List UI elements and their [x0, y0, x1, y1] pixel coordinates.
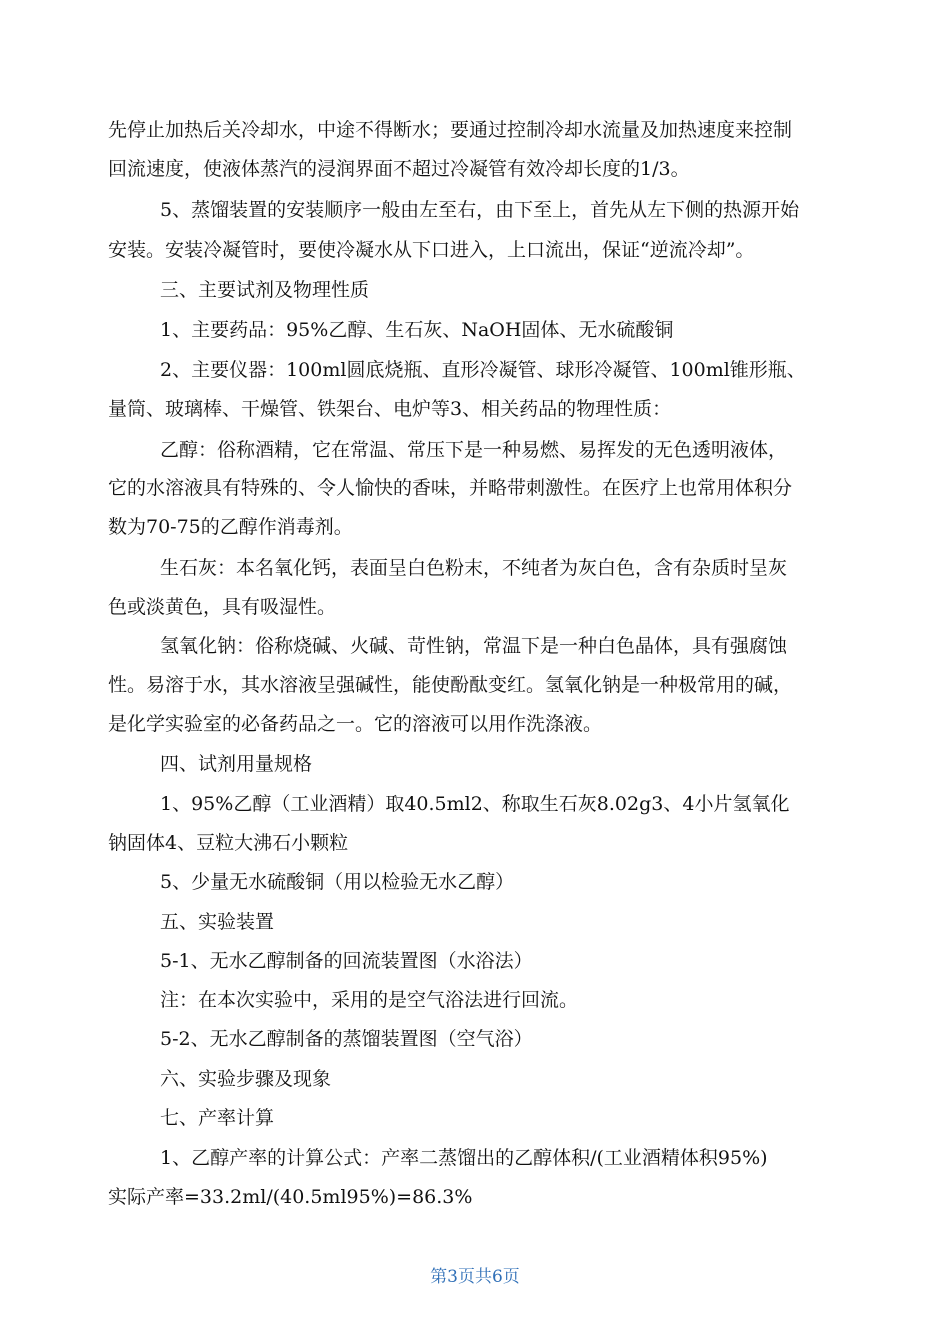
- text-line: 生石灰：本名氧化钙，表面呈白色粉末，不纯者为灰白色，含有杂质时呈灰: [160, 557, 788, 579]
- text-line: 实际产率=33.2ml/(40.5ml95%)=86.3%: [108, 1186, 473, 1208]
- section-heading: 七、产率计算: [160, 1107, 275, 1129]
- text-line: 乙醇：俗称酒精，它在常温、常压下是一种易燃、易挥发的无色透明液体，: [160, 439, 788, 461]
- text-line: 1、主要药品：95%乙醇、生石灰、NaOH固体、无水硫酸铜: [160, 319, 674, 341]
- text-line: 5-2、无水乙醇制备的蒸馏装置图（空气浴）: [160, 1028, 533, 1050]
- text-line: 氢氧化钠：俗称烧碱、火碱、苛性钠，常温下是一种白色晶体，具有强腐蚀: [160, 635, 788, 657]
- text-line: 量筒、玻璃棒、干燥管、铁架台、电炉等3、相关药品的物理性质：: [108, 398, 672, 420]
- section-heading: 六、实验步骤及现象: [160, 1068, 332, 1090]
- text-line: 1、95%乙醇（工业酒精）取40.5ml2、称取生石灰8.02g3、4小片氢氧化: [160, 793, 790, 815]
- text-line: 5、少量无水硫酸铜（用以检验无水乙醇）: [160, 871, 515, 893]
- text-line: 5、蒸馏装置的安装顺序一般由左至右，由下至上，首先从左下侧的热源开始: [160, 199, 800, 221]
- text-line: 5-1、无水乙醇制备的回流装置图（水浴法）: [160, 950, 533, 972]
- text-line: 性。易溶于水，其水溶液呈强碱性，能使酚酞变红。氢氧化钠是一种极常用的碱，: [108, 674, 793, 696]
- text-line: 注：在本次实验中，采用的是空气浴法进行回流。: [160, 989, 579, 1011]
- text-line: 回流速度，使液体蒸汽的浸润界面不超过冷凝管有效冷却长度的1/3。: [108, 158, 690, 180]
- section-heading: 四、试剂用量规格: [160, 753, 313, 775]
- text-line: 安装。安装冷凝管时，要使冷凝水从下口进入，上口流出，保证“逆流冷却”。: [108, 239, 755, 261]
- page-number-footer: 第3页共6页: [430, 1267, 520, 1287]
- text-line: 钠固体4、豆粒大沸石小颗粒: [108, 832, 349, 854]
- text-line: 是化学实验室的必备药品之一。它的溶液可以用作洗涤液。: [108, 713, 603, 735]
- section-heading: 三、主要试剂及物理性质: [160, 279, 370, 301]
- text-line: 数为70-75的乙醇作消毒剂。: [108, 516, 353, 538]
- text-line: 先停止加热后关冷却水，中途不得断水；要通过控制冷却水流量及加热速度来控制: [108, 119, 793, 141]
- text-line: 1、乙醇产率的计算公式：产率二蒸馏出的乙醇体积/(工业酒精体积95%): [160, 1147, 768, 1169]
- text-line: 色或淡黄色，具有吸湿性。: [108, 596, 337, 618]
- section-heading: 五、实验装置: [160, 911, 275, 933]
- text-line: 2、主要仪器：100ml圆底烧瓶、直形冷凝管、球形冷凝管、100ml锥形瓶、: [160, 359, 806, 381]
- text-line: 它的水溶液具有特殊的、令人愉快的香味，并略带刺激性。在医疗上也常用体积分: [108, 477, 793, 499]
